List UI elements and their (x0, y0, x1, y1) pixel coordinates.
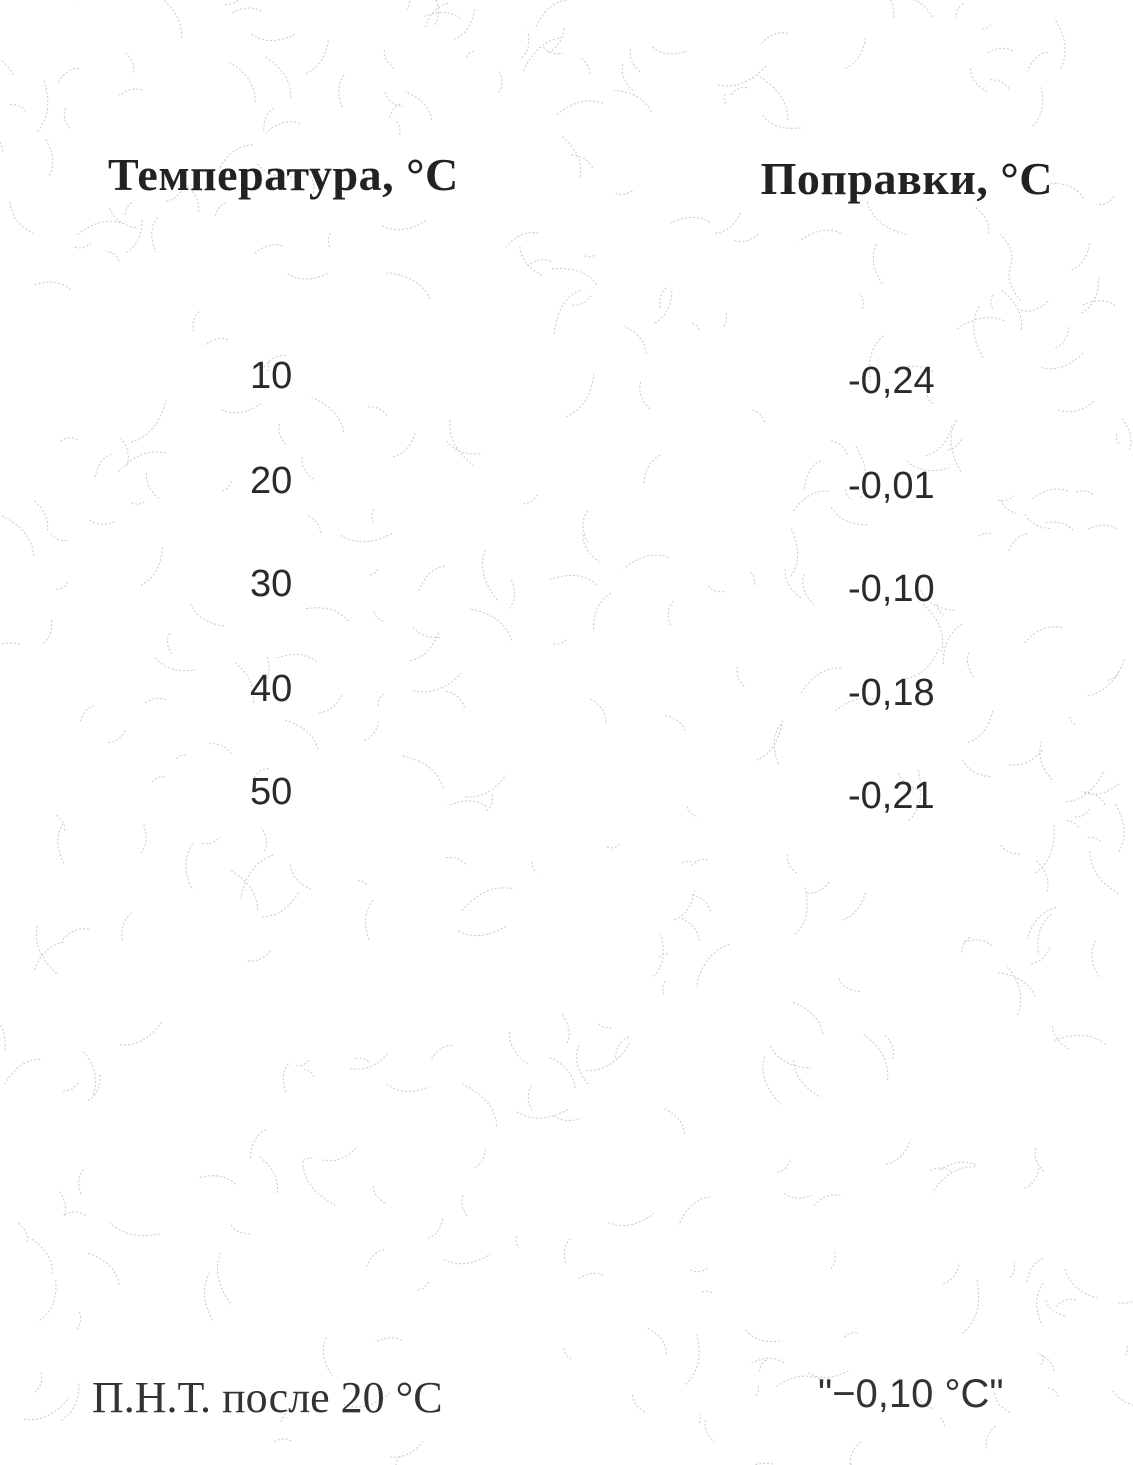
temperature-cell: 40 (250, 668, 293, 710)
footer-value: "−0,10 °С" (818, 1372, 1004, 1416)
correction-cell: -0,21 (848, 775, 935, 817)
temperature-column-header: Температура, °С (108, 149, 459, 200)
temperature-cell: 50 (250, 771, 293, 813)
temperature-cell: 20 (250, 460, 293, 502)
correction-cell: -0,24 (848, 360, 935, 402)
temperature-cell: 10 (250, 355, 293, 397)
correction-column-header: Поправки, °С (760, 153, 1053, 204)
correction-cell: -0,10 (848, 568, 935, 610)
correction-cell: -0,18 (848, 672, 935, 714)
temperature-cell: 30 (250, 563, 293, 605)
footer-label: П.Н.Т. после 20 °С (92, 1373, 443, 1422)
correction-cell: -0,01 (848, 465, 935, 507)
